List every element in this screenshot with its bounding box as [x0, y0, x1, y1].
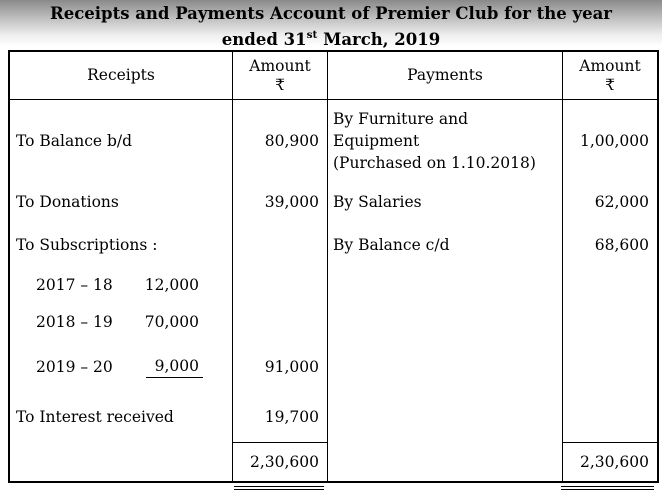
- empty-cell: [10, 442, 232, 481]
- header-receipts-label: Receipts: [87, 66, 155, 84]
- header-amount-right-label: Amount: [579, 56, 641, 75]
- payment-salaries-amount: 62,000: [562, 182, 657, 222]
- header-amount-right: [562, 52, 657, 100]
- empty-cell: [328, 267, 562, 302]
- subscription-value-underlined: 9,000: [146, 357, 203, 378]
- header-payments: [328, 52, 562, 100]
- title-line1: Receipts and Payments Account of Premier Club for the year: [50, 4, 612, 23]
- payments-total-amount: 2,30,600: [562, 442, 657, 481]
- rupee-symbol-right: ₹: [605, 75, 615, 94]
- empty-cell: [562, 392, 657, 442]
- subscription-value: 70,000: [144, 313, 199, 331]
- receipts-payments-table: [8, 50, 659, 483]
- payment-balance-cd-label: By Balance c/d: [333, 235, 450, 254]
- subscription-item-2017-18: [10, 267, 232, 302]
- empty-cell: [562, 342, 657, 392]
- receipt-subscriptions-label: To Subscriptions :: [16, 235, 158, 254]
- title-ordinal-superscript: st: [306, 28, 318, 41]
- rupee-symbol-left: ₹: [275, 75, 285, 94]
- receipts-total-double-underline: [234, 486, 324, 490]
- header-payments-label: Payments: [407, 66, 483, 84]
- header-amount-left-label: Amount: [249, 56, 311, 75]
- empty-cell: [328, 302, 562, 342]
- empty-cell: [562, 267, 657, 302]
- receipt-donations-amount: 39,000: [232, 182, 328, 222]
- empty-cell: [232, 222, 328, 267]
- payment-furniture-line1: By Furniture and: [333, 110, 469, 128]
- payments-total-double-underline: [561, 486, 654, 490]
- receipt-interest-amount: 19,700: [232, 392, 328, 442]
- receipt-balance-bd-label: To Balance b/d: [16, 132, 133, 150]
- payment-furniture-line3: (Purchased on 1.10.2018): [333, 154, 536, 172]
- payment-balance-cd-amount: 68,600: [562, 222, 657, 267]
- page-title: [0, 1, 662, 53]
- empty-cell: [232, 267, 328, 302]
- receipt-subscriptions-total: 91,000: [232, 342, 328, 392]
- header-amount-left: [232, 52, 328, 100]
- empty-cell: [562, 302, 657, 342]
- empty-cell: [328, 392, 562, 442]
- receipt-interest-label: To Interest received: [16, 408, 174, 426]
- receipt-balance-bd-amount: 80,900: [232, 100, 328, 182]
- header-receipts: [10, 52, 232, 100]
- title-line2-pre: ended 31: [221, 30, 307, 49]
- subscription-value: 12,000: [144, 275, 199, 294]
- receipt-donations-label: To Donations: [16, 193, 119, 211]
- empty-cell: [232, 302, 328, 342]
- empty-cell: [328, 342, 562, 392]
- empty-cell: [328, 442, 562, 481]
- subscription-item-2019-20: [10, 342, 232, 392]
- subscription-year: 2019 – 20: [36, 358, 113, 376]
- payment-furniture-label: [328, 100, 562, 182]
- payment-furniture-line2: Equipment: [333, 132, 420, 150]
- payment-salaries-label: By Salaries: [333, 193, 422, 211]
- receipts-total-amount: 2,30,600: [232, 442, 328, 481]
- subscription-year: 2018 – 19: [36, 313, 113, 331]
- subscription-item-2018-19: [10, 302, 232, 342]
- payment-furniture-amount: 1,00,000: [562, 100, 657, 182]
- title-line2-post: March, 2019: [317, 30, 441, 49]
- subscription-year: 2017 – 18: [36, 275, 113, 294]
